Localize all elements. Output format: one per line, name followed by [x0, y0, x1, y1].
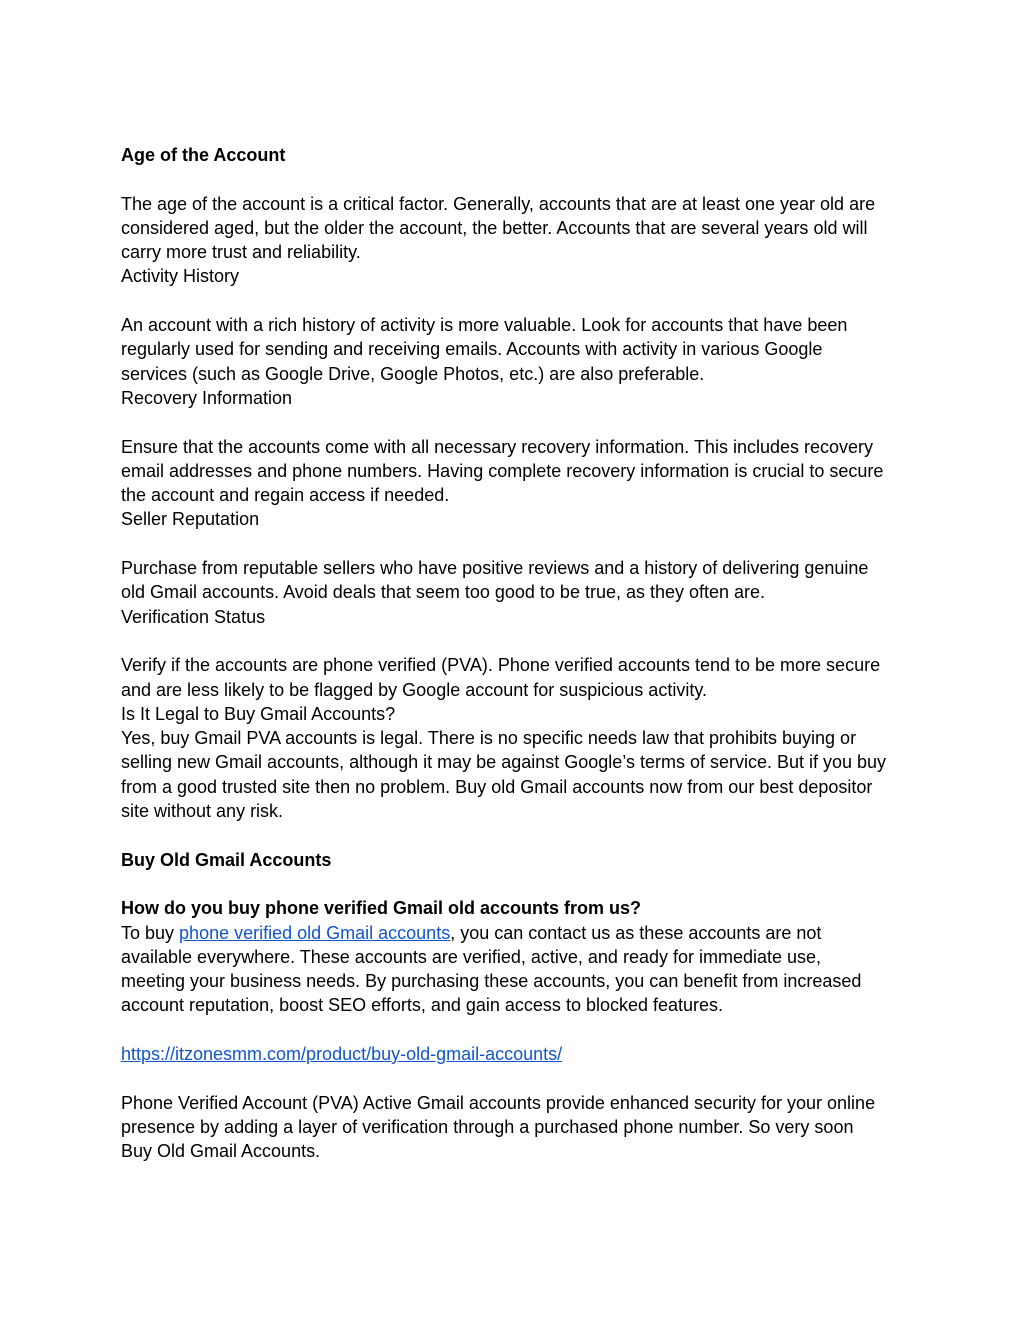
- spacer: [121, 167, 911, 191]
- heading-buy-old-gmail-accounts: Buy Old Gmail Accounts: [121, 849, 332, 870]
- heading-verification-status: Verification Status: [121, 606, 266, 627]
- heading-recovery-information: Recovery Information: [121, 387, 293, 408]
- paragraph-line: email addresses and phone numbers. Having complete recovery information is crucial to secure: [121, 460, 884, 481]
- heading-is-it-legal: Is It Legal to Buy Gmail Accounts?: [121, 703, 396, 724]
- heading-activity-history: Activity History: [121, 266, 240, 287]
- paragraph-line: An account with a rich history of activity is more valuable. Look for accounts that have been: [121, 315, 848, 336]
- paragraph-line: site without any risk.: [121, 801, 284, 822]
- document-page: [121, 143, 911, 1163]
- paragraph-line: regularly used for sending and receiving emails. Accounts with activity in various Google: [121, 339, 823, 360]
- heading-age-of-account: Age of the Account: [121, 145, 286, 165]
- paragraph-line: available everywhere. These accounts are verified, active, and ready for immediate use,: [121, 946, 822, 967]
- link-prefix: To buy: [121, 922, 180, 943]
- paragraph-line: Purchase from reputable sellers who have positive reviews and a history of delivering genuine: [121, 558, 869, 579]
- phone-verified-accounts-link[interactable]: phone verified old Gmail accounts: [179, 922, 451, 943]
- spacer: [121, 532, 911, 556]
- paragraph-line-with-link: [121, 921, 911, 945]
- paragraph-line: Yes, buy Gmail PVA accounts is legal. There is no specific needs law that prohibits buying or: [121, 728, 857, 749]
- paragraph-line: and are less likely to be flagged by Google account for suspicious activity.: [121, 679, 707, 700]
- paragraph-line: from a good trusted site then no problem. Buy old Gmail accounts now from our best depositor: [121, 776, 873, 797]
- paragraph-line: Buy Old Gmail Accounts.: [121, 1141, 321, 1162]
- paragraph-line: old Gmail accounts. Avoid deals that seem too good to be true, as they often are.: [121, 582, 766, 603]
- paragraph-line: carry more trust and reliability.: [121, 242, 361, 263]
- paragraph-line: Verify if the accounts are phone verified (PVA). Phone verified accounts tend to be more secure: [121, 655, 881, 676]
- spacer: [121, 289, 911, 313]
- paragraph-line: The age of the account is a critical factor. Generally, accounts that are at least one year old are: [121, 193, 876, 214]
- spacer: [121, 1066, 911, 1090]
- paragraph-line: account reputation, boost SEO efforts, and gain access to blocked features.: [121, 995, 724, 1016]
- paragraph-line: Phone Verified Account (PVA) Active Gmail accounts provide enhanced security for your online: [121, 1092, 876, 1113]
- heading-seller-reputation: Seller Reputation: [121, 509, 260, 530]
- spacer: [121, 823, 911, 847]
- paragraph-line: Ensure that the accounts come with all necessary recovery information. This includes recovery: [121, 436, 874, 457]
- heading-how-to-buy: How do you buy phone verified Gmail old accounts from us?: [121, 898, 642, 919]
- url-line: [121, 1042, 911, 1066]
- paragraph-line: meeting your business needs. By purchasing these accounts, you can benefit from increased: [121, 971, 862, 992]
- paragraph-line: selling new Gmail accounts, although it may be against Google’s terms of service. But if you buy: [121, 752, 887, 773]
- product-url-link[interactable]: https://itzonesmm.com/product/buy-old-gmail-accounts/: [121, 1043, 563, 1064]
- spacer: [121, 1018, 911, 1042]
- paragraph-line: services (such as Google Drive, Google Photos, etc.) are also preferable.: [121, 363, 705, 384]
- spacer: [121, 410, 911, 434]
- spacer: [121, 872, 911, 896]
- paragraph-line: considered aged, but the older the account, the better. Accounts that are several years old will: [121, 217, 868, 238]
- link-suffix: , you can contact us as these accounts are not: [450, 922, 822, 943]
- spacer: [121, 629, 911, 653]
- paragraph-line: presence by adding a layer of verification through a purchased phone number. So very soon: [121, 1116, 854, 1137]
- paragraph-line: the account and regain access if needed.: [121, 485, 450, 506]
